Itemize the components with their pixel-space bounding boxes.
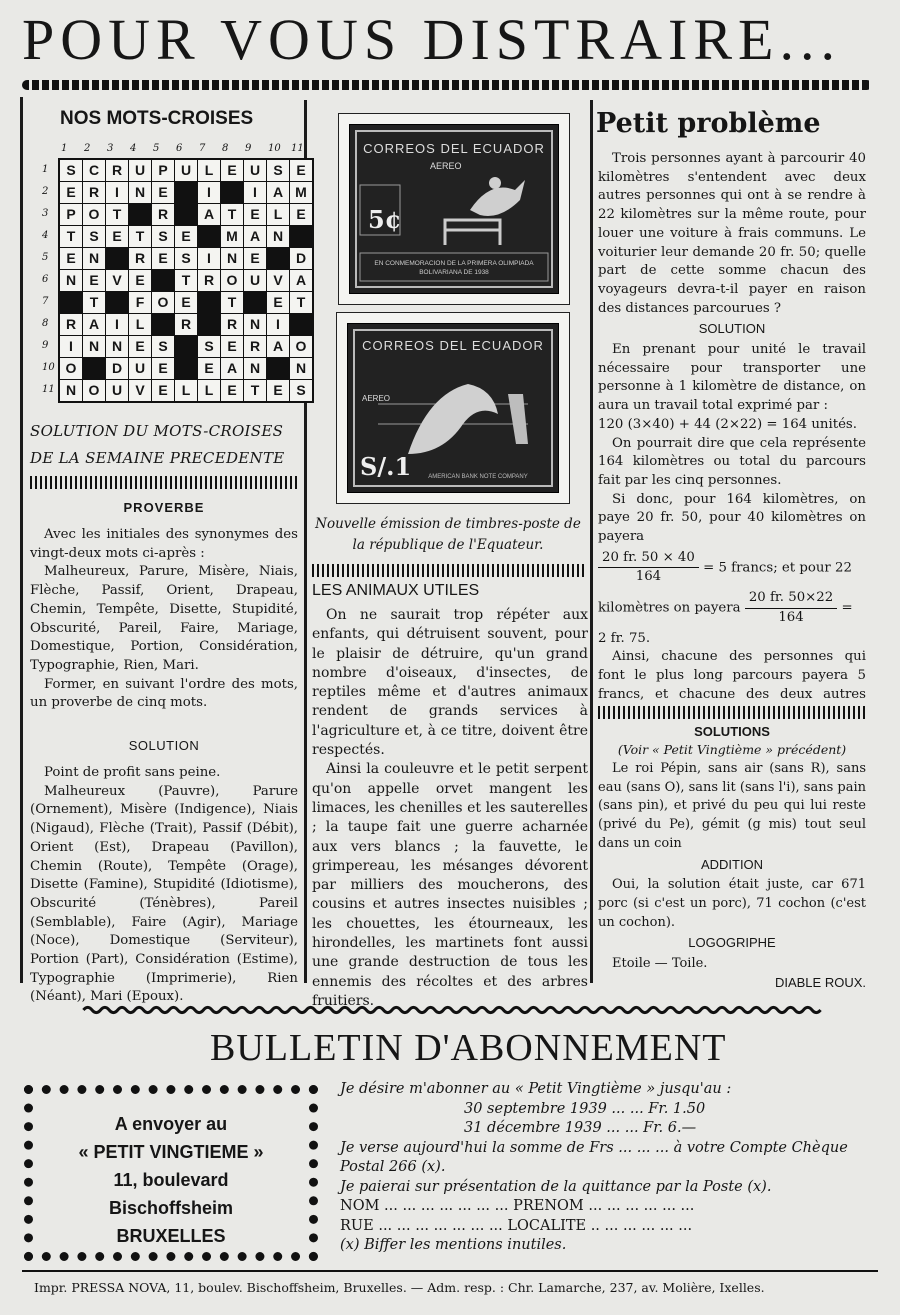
stamp-1 [338,113,570,305]
crossword-black-cell [129,204,151,225]
crossword-cell: R [244,336,266,357]
crossword-cell: E [175,226,197,247]
stamp-2-bottom: AMERICAN BANK NOTE COMPANY [428,474,528,480]
crossword-cell: R [106,160,128,181]
crossword-cell: O [221,270,243,291]
crossword-cell: M [290,182,312,203]
proverbe-instruction: Former, en suivant l'ordre des mots, un proverbe de cinq mots. [30,676,298,711]
crossword-cell: T [129,226,151,247]
crossword-cell: E [129,336,151,357]
crossword-cell: L [267,204,289,225]
crossword-cell: N [221,248,243,269]
crossword-cell: N [60,270,82,291]
crossword-cell: S [152,226,174,247]
crossword-cell: N [83,248,105,269]
crossword-cell: S [175,248,197,269]
crossword-cell: N [290,358,312,379]
crossword-cell: E [175,292,197,313]
proverbe-solution-title: SOLUTION [128,738,200,753]
crossword-cell: N [106,336,128,357]
crossword-cell: I [106,314,128,335]
crossword-cell: R [129,248,151,269]
crossword-black-cell [83,358,105,379]
fraction-1-after: = 5 francs; et pour 22 [703,560,852,576]
crossword-cell: R [175,314,197,335]
crossword-cell: E [221,336,243,357]
crossword-cell: A [221,358,243,379]
proverbe-body [30,526,298,713]
crossword-column-number: 10 [268,143,281,154]
crossword-column-number: 5 [153,143,160,154]
crossword-row-number: 10 [42,362,55,373]
address-field[interactable]: RUE ... ... ... ... ... ... ... LOCALITE .. ... ... ... ... ... [340,1217,693,1234]
crossword-cell: T [106,204,128,225]
hatch-divider [312,564,584,577]
crossword-cell: S [152,336,174,357]
crossword-cell: L [198,160,220,181]
crossword-cell: U [244,270,266,291]
proverbe-intro: Avec les initiales des synonymes des vingt-deux mots ci-après : [30,527,298,561]
stamp-1-header: CORREOS DEL ECUADOR [363,141,545,156]
fraction-1-numerator: 20 fr. 50 × 40 [598,549,699,569]
crossword-black-cell [198,292,220,313]
crossword-row-number: 3 [42,208,49,219]
crossword-cell: E [152,248,174,269]
crossword-black-cell [198,314,220,335]
animaux-p1: On ne saurait trop répéter aux enfants, qui détruisent souvent, pour le plaisir de détruire, qu'un grand nombre d'oiseaux, d'insectes, de reptiles même et d'autres animaux rendent de grands services à l'agriculture et, à ce titre, doivent être respectés. [312,607,588,759]
crossword-cell: R [152,204,174,225]
crossword-cell: E [60,248,82,269]
crossword-black-cell [60,292,82,313]
crossword-cell: E [267,292,289,313]
stamp-2-value: S/.1 [360,452,412,481]
probleme-body [598,150,866,723]
crossword-row-number: 2 [42,186,49,197]
crossword-row-number: 6 [42,274,49,285]
crossword-cell: T [290,292,312,313]
proverbe-words: Malheureux, Parure, Misère, Niais, Flèche, Passif, Orient, Drapeau, Chemin, Tempête, Disette, Stupidité, Obscurité, Pareil, Faire, Mariage, Domestique, Portion, Considération, Typographie, Rien, Mari. [30,564,298,673]
crossword-cell: T [83,292,105,313]
crossword-cell: U [129,358,151,379]
probleme-s2: 120 (3×40) + 44 (2×22) = 164 unités. [598,416,857,432]
address-lines [33,1094,309,1250]
logogriphe-title: LOGOGRIPHE [688,935,776,951]
addition-title: ADDITION [700,856,764,872]
proverbe-title: PROVERBE [123,500,205,515]
crossword-cell: A [267,182,289,203]
crossword-cell: O [290,336,312,357]
crossword-black-cell [244,292,266,313]
crossword-cell: V [129,380,151,401]
crossword-row-number: 8 [42,318,49,329]
animaux-title: LES ANIMAUX UTILES [312,582,480,599]
crossword-row-number: 4 [42,230,49,241]
probleme-s6: 2 fr. 75. [598,630,651,646]
crossword-black-cell [152,270,174,291]
crossword-cell: U [244,160,266,181]
bulletin-line3[interactable]: 31 décembre 1939 ... ... Fr. 6.— [464,1120,697,1136]
crossword-column-numbers [61,143,321,154]
crossword-cell: V [267,270,289,291]
fraction-2-denominator: 164 [778,609,804,625]
proverbe-solution-text: Malheureux (Pauvre), Parure (Ornement), Misère (Indigence), Niais (Nigaud), Flèche (Trait), Passif (Débit), Orient (Est), Drapeau (Pavillon), Chemin (Route), Tempête (Orage), Disette (Famine), Stupidité (Idiotisme), Obscurité (Ténèbres), Pareil (Semblable), Faire (Agir), Mariage (Noce), Domestique (Serviteur), Portion (Part), Considération (Estime), Typographie (Imprimerie), Rien (Néant), Mari (Epoux). [30,783,298,1005]
address-line: BRUXELLES [116,1226,226,1246]
crossword-cell: E [152,380,174,401]
logogriphe-text: Etoile — Toile. [612,956,708,972]
crossword-cell: N [267,226,289,247]
crossword-cell: R [198,270,220,291]
crossword-column-number: 3 [107,143,114,154]
crossword-cell: I [60,336,82,357]
crossword-black-cell [290,314,312,335]
crossword-cell: S [83,226,105,247]
crossword-cell: A [267,336,289,357]
crossword-cell: N [129,182,151,203]
column-divider-2 [590,100,593,983]
crossword-black-cell [175,336,197,357]
crossword-cell: U [129,160,151,181]
hatch-divider [30,476,298,489]
crossword-cell: I [198,248,220,269]
crossword-cell: E [290,204,312,225]
crossword-cell: O [152,292,174,313]
addition-text: Oui, la solution était juste, car 671 porc (si c'est un porc), 71 cochon (c'est un cochon). [598,877,866,930]
crossword-cell: I [244,182,266,203]
address-line: « PETIT VINGTIEME » [78,1142,264,1162]
crossword-cell: A [198,204,220,225]
crossword-cell: E [244,248,266,269]
crossword-black-cell [106,248,128,269]
crossword-column-number: 2 [84,143,91,154]
crossword-cell: O [83,204,105,225]
crossword-cell: L [175,380,197,401]
crossword-black-cell [221,182,243,203]
probleme-s1: En prenant pour unité le travail nécessaire pour transporter une personne à 1 kilomètre de distance, on aura un travail total exprimé par : [598,342,866,414]
fraction-1-line [598,549,866,587]
crossword-cell: E [221,160,243,181]
address-line: 11, boulevard [113,1170,229,1190]
crossword-cell: A [83,314,105,335]
crossword-cell: R [221,314,243,335]
crossword-cell: T [244,380,266,401]
fraction-2-before: kilomètres on payera [598,600,741,616]
crossword-cell: A [290,270,312,291]
crossword-cell: N [244,358,266,379]
crossword-cell: N [244,314,266,335]
crossword-cell: A [244,226,266,247]
stamp-2-header: CORREOS DEL ECUADOR [362,338,544,353]
animaux-p2: Ainsi la couleuvre et le petit serpent qu'on appelle orvet mangent les limaces, les chenilles et les sauterelles ; la taupe fait une guerre acharnée aux vers blancs ; la fauvette, le grimpereau, les mésanges dévorent par milliers des moucherons, des cousins et autres insectes nuisibles ; les chouettes, les étourneaux, les hirondelles, les martinets font aussi une grande destruction de tous les ennemis des récoltes et des arbres fruitiers. [312,761,588,1009]
name-field[interactable]: NOM ... ... ... ... ... ... ... PRENOM ... ... ... ... ... ... [340,1198,695,1214]
crossword-cell: L [129,314,151,335]
crossword-column-number: 4 [130,143,137,154]
crossword-cell: E [244,204,266,225]
crossword-cell: P [152,160,174,181]
crossword-cell: E [152,182,174,203]
signature: DIABLE ROUX. [774,974,866,990]
bulletin-line2[interactable]: 30 septembre 1939 ... ... Fr. 1.50 [464,1100,706,1117]
crossword-row-numbers [42,159,55,401]
crossword-black-cell [175,204,197,225]
crossword-cell: T [175,270,197,291]
crossword-cell: S [267,160,289,181]
crossword-cell: D [290,248,312,269]
bulletin-title: BULLETIN D'ABONNEMENT [210,1027,727,1069]
crossword-row-number: 5 [42,252,49,263]
crossword-cell: U [106,380,128,401]
crossword-black-cell [175,182,197,203]
solutions-body [598,760,866,992]
probleme-solution-title: SOLUTION [698,321,766,337]
crossword-column-number: 6 [176,143,183,154]
probleme-s7: Ainsi, chacune des personnes qui font le plus long parcours payera 5 francs, et chacune des deux autres [598,649,866,702]
crossword-row-number: 9 [42,340,49,351]
crossword-row-number: 7 [42,296,49,307]
crossword-column-number: 8 [222,143,229,154]
crossword-black-cell [267,248,289,269]
crossword-cell: S [60,160,82,181]
crossword-cell: O [83,380,105,401]
stamp-1-value: 5¢ [368,205,402,234]
bulletin-line5[interactable]: Je paierai sur présentation de la quittance par la Poste (x). [340,1178,772,1195]
proverbe-solution-line: Point de profit sans peine. [44,765,221,780]
crossword-title: NOS MOTS-CROISES [60,108,254,129]
crossword-cell: E [152,358,174,379]
crossword-cell: E [221,380,243,401]
crossword-cell: I [267,314,289,335]
crossword-cell: E [198,358,220,379]
crossword-cell: R [83,182,105,203]
crossword-black-cell [152,314,174,335]
probleme-s4: Si donc, pour 164 kilomètres, on paye 20 fr. 50, pour 40 kilomètres on payera [598,491,866,545]
crossword-cell: F [129,292,151,313]
fraction-2-line [598,589,866,627]
fraction-2-numerator: 20 fr. 50×22 [745,589,837,609]
stamp-2 [336,312,570,504]
fraction-2 [745,589,837,627]
crossword-black-cell [198,226,220,247]
solutions-title: SOLUTIONS [694,724,770,739]
stamp-2-side: AEREO [362,394,391,403]
stamp-1-bottom: EN CONMEMORACION DE LA PRIMERA OLIMPIADA BOLIVARIANA DE 1938 [374,260,534,276]
bulletin-line4[interactable]: Je verse aujourd'hui la somme de Frs ... ... ... à votre Compte Chèque Postal 266 (x). [340,1139,848,1175]
crossword-cell: O [60,358,82,379]
crossword-column-number: 7 [199,143,206,154]
crossword-black-cell [106,292,128,313]
address-line: Bischoffsheim [108,1198,234,1218]
crossword-row-number: 1 [42,164,49,175]
crossword-cell: T [60,226,82,247]
crossword-cell: T [221,204,243,225]
footer-imprint: Impr. PRESSA NOVA, 11, boulev. Bischoffsheim, Bruxelles. — Adm. resp. : Chr. Lamarche, 237, av. Molière, Ixelles. [34,1280,765,1295]
crossword-black-cell [175,358,197,379]
crossword-cell: I [198,182,220,203]
probleme-s3: On pourrait dire que cela représente 164 kilomètres ou total du parcours fait par les cinq personnes. [598,435,866,488]
crossword-cell: S [290,380,312,401]
crossword-cell: E [106,226,128,247]
crossword-cell: C [83,160,105,181]
crossword-cell: P [60,204,82,225]
crossword-cell: U [175,160,197,181]
fraction-2-after: = [841,600,853,616]
crossword-black-cell [267,358,289,379]
crossword-cell: E [83,270,105,291]
probleme-title: Petit problème [596,108,821,139]
crossword-column-number: 1 [61,143,68,154]
crossword-cell: I [106,182,128,203]
wave-divider [22,1004,882,1016]
crossword-cell: M [221,226,243,247]
crossword-cell: V [106,270,128,291]
fraction-1-denominator: 164 [635,569,662,585]
stamp-1-sub: AEREO [430,161,462,171]
footer-rule [22,1270,878,1272]
crossword-column-number: 9 [245,143,252,154]
solutions-text: Le roi Pépin, sans air (sans R), sans eau (sans O), sans lit (sans l'i), sans pain (sans pin), et privé du peu qui lui reste (privé du Pe), gémit (g mis) tout seul dans un coin [598,761,866,851]
address-box [24,1085,318,1261]
stamps-caption: Nouvelle émission de timbres-poste de la république de l'Equateur. [315,516,581,553]
fraction-1 [598,549,699,587]
solutions-subtitle: (Voir « Petit Vingtième » précédent) [617,742,847,757]
bulletin-line1: Je désire m'abonner au « Petit Vingtième » jusqu'au : [340,1081,732,1097]
crossword-cell: E [60,182,82,203]
probleme-statement: Trois personnes ayant à parcourir 40 kilomètres s'entendent avec deux autres personnes qui ont à se rendre à 22 kilomètres sur la même route, pour louer une voiture à frais communs. Le voiturier leur demande 20 fr. 50; quelle part de cette somme chacun des voyageurs devra-t-il payer en raison des distances parcourues ? [598,151,866,316]
crossword-cell: T [221,292,243,313]
crossword-cell: E [129,270,151,291]
proverbe-solution [30,764,298,1007]
hatch-divider [598,706,866,719]
bulletin-note: (x) Biffer les mentions inutiles. [340,1237,567,1253]
crossword-column-number: 11 [291,143,304,154]
header-divider [22,80,872,90]
crossword-cell: N [83,336,105,357]
crossword-cell: D [106,358,128,379]
crossword-cell: E [267,380,289,401]
page-title: POUR VOUS DISTRAIRE... [22,7,841,72]
crossword-cell: R [60,314,82,335]
address-line: A envoyer au [114,1114,228,1134]
crossword-cell: L [198,380,220,401]
crossword-cell: S [198,336,220,357]
crossword-black-cell [290,226,312,247]
crossword-grid [58,158,314,403]
bulletin-form [340,1080,880,1256]
crossword-caption: SOLUTION DU MOTS-CROISES DE LA SEMAINE PRECEDENTE [30,422,285,467]
crossword-cell: E [290,160,312,181]
animaux-body [312,606,588,1011]
crossword-row-number: 11 [42,384,55,395]
left-border [20,97,23,983]
crossword-cell: N [60,380,82,401]
